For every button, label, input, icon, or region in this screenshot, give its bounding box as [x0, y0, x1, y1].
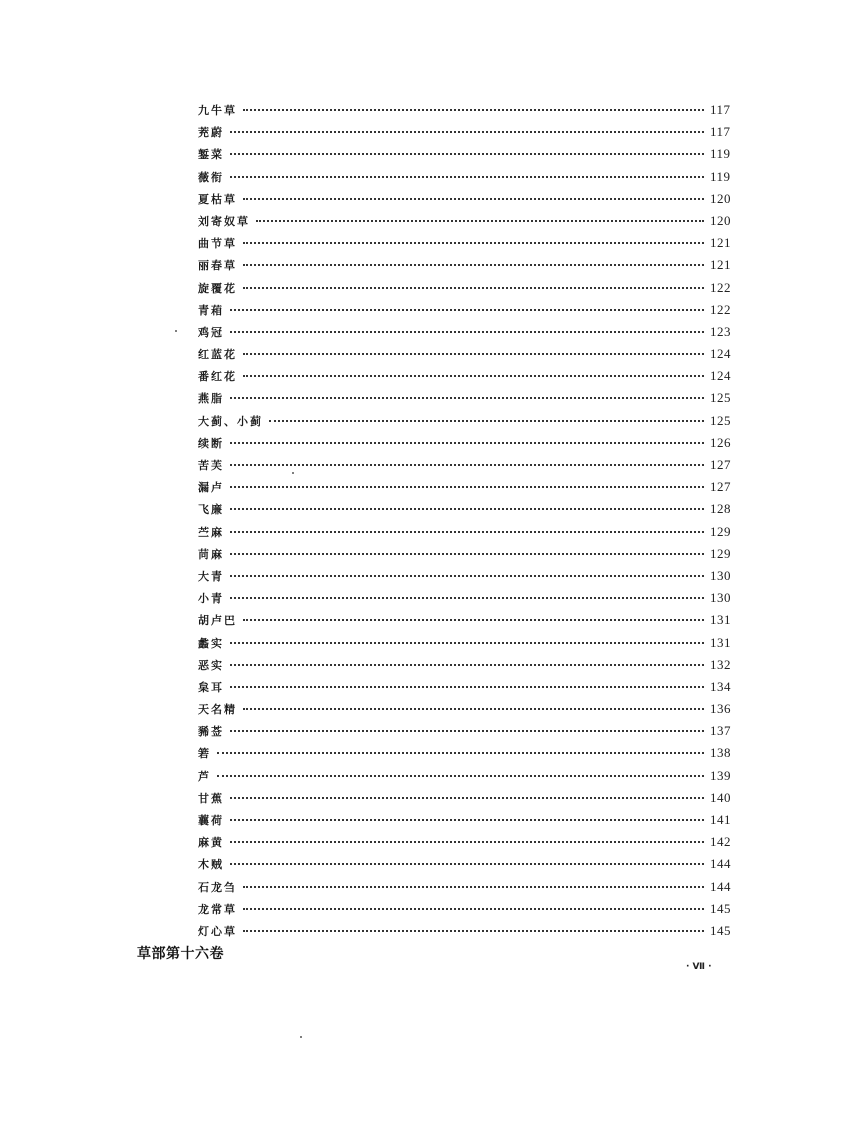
dot-leader — [230, 797, 704, 799]
toc-entry — [198, 543, 738, 565]
entry-page: 125 — [710, 412, 731, 428]
table-of-contents — [198, 99, 738, 942]
entry-page: 124 — [710, 346, 731, 362]
dot-leader — [230, 553, 704, 555]
toc-entry — [198, 454, 738, 476]
entry-page: 127 — [710, 479, 731, 495]
entry-name: 石龙刍 — [198, 880, 237, 894]
toc-entry — [198, 876, 738, 898]
entry-page: 131 — [710, 634, 731, 650]
entry-page: 124 — [710, 368, 731, 384]
toc-entry — [198, 853, 738, 875]
dot-leader — [230, 464, 704, 466]
entry-page: 127 — [710, 457, 731, 472]
entry-page: 119 — [710, 146, 731, 162]
entry-name: 木贼 — [198, 858, 224, 872]
toc-entry — [198, 387, 738, 409]
dot-leader — [243, 287, 704, 289]
toc-entry — [198, 188, 738, 210]
dot-leader — [230, 841, 704, 843]
entry-name: 续断 — [198, 436, 224, 450]
dot-leader — [243, 109, 704, 111]
entry-page: 121 — [710, 235, 731, 251]
entry-name: 恶实 — [198, 658, 224, 672]
toc-entry — [198, 898, 738, 920]
toc-entry — [198, 277, 738, 299]
page-folio: · Ⅶ · — [686, 962, 712, 972]
section-heading: 草部第十六卷 — [137, 946, 224, 962]
entry-name: 豨莶 — [198, 725, 224, 739]
entry-page: 139 — [710, 767, 731, 783]
toc-entry — [198, 654, 738, 676]
entry-page: 145 — [710, 922, 731, 938]
entry-page: 130 — [710, 567, 731, 583]
entry-page: 137 — [710, 723, 731, 739]
entry-name: 灯心草 — [198, 924, 237, 938]
scan-speck — [300, 1036, 302, 1038]
entry-page: 130 — [710, 590, 731, 606]
dot-leader — [230, 730, 704, 732]
entry-page: 144 — [710, 878, 731, 894]
entry-name: 茺蔚 — [198, 126, 224, 140]
toc-entry — [198, 476, 738, 498]
entry-page: 131 — [710, 612, 731, 628]
entry-name: 大蓟、小蓟 — [198, 414, 263, 428]
entry-name: 甘蕉 — [198, 791, 224, 805]
entry-name: 小青 — [198, 592, 224, 606]
dot-leader — [230, 531, 704, 533]
dot-leader — [230, 686, 704, 688]
scan-speck — [175, 330, 177, 332]
entry-name: 蠡实 — [198, 636, 224, 650]
entry-page: 122 — [710, 279, 731, 295]
dot-leader — [230, 664, 704, 666]
dot-leader — [230, 508, 704, 510]
entry-name: 燕脂 — [198, 392, 224, 406]
toc-entry — [198, 698, 738, 720]
entry-page: 138 — [710, 745, 731, 761]
entry-name: 苎麻 — [198, 525, 224, 539]
entry-page: 121 — [710, 257, 731, 273]
entry-page: 129 — [710, 545, 731, 561]
entry-page: 141 — [710, 812, 731, 827]
entry-name: 薇衔 — [198, 170, 224, 184]
dot-leader — [243, 619, 704, 621]
entry-name: 麻黄 — [198, 836, 224, 850]
toc-entry — [198, 809, 738, 831]
entry-page: 129 — [710, 523, 731, 539]
dot-leader — [230, 153, 704, 155]
entry-name: 红蓝花 — [198, 348, 237, 362]
entry-page: 136 — [710, 701, 731, 717]
dot-leader — [243, 886, 704, 888]
entry-name: 飞廉 — [198, 503, 224, 517]
dot-leader — [230, 819, 704, 821]
toc-entry — [198, 166, 738, 188]
toc-entry — [198, 676, 738, 698]
entry-name: 芦 — [198, 769, 211, 783]
entry-name: 旋覆花 — [198, 281, 237, 295]
dot-leader — [230, 331, 704, 333]
entry-name: 鸡冠 — [198, 325, 224, 339]
toc-entry — [198, 210, 738, 232]
entry-page: 128 — [710, 501, 731, 517]
dot-leader — [217, 752, 704, 754]
dot-leader — [243, 264, 704, 266]
dot-leader — [256, 220, 704, 222]
entry-page: 126 — [710, 434, 731, 450]
entry-name: 蘘荷 — [198, 814, 224, 827]
toc-entry — [198, 632, 738, 654]
entry-page: 142 — [710, 834, 731, 850]
dot-leader — [230, 131, 704, 133]
toc-entry — [198, 609, 738, 631]
entry-name: 箬 — [198, 747, 211, 761]
dot-leader — [230, 642, 704, 644]
entry-name: 刘寄奴草 — [198, 214, 250, 228]
entry-page: 122 — [710, 301, 731, 317]
dot-leader — [243, 708, 704, 710]
toc-entry — [198, 498, 738, 520]
dot-leader — [243, 353, 704, 355]
entry-page: 119 — [710, 168, 731, 184]
entry-page: 123 — [710, 323, 731, 339]
entry-page: 117 — [710, 102, 731, 117]
entry-name: 苦芙 — [198, 459, 224, 472]
toc-entry — [198, 232, 738, 254]
dot-leader — [243, 242, 704, 244]
toc-entry — [198, 410, 738, 432]
toc-entry — [198, 587, 738, 609]
dot-leader — [230, 863, 704, 865]
entry-page: 134 — [710, 678, 731, 694]
toc-entry — [198, 143, 738, 165]
toc-entry — [198, 920, 738, 942]
dot-leader — [217, 775, 704, 777]
dot-leader — [269, 420, 704, 422]
toc-entry — [198, 121, 738, 143]
entry-page: 120 — [710, 212, 731, 228]
dot-leader — [243, 375, 704, 377]
entry-page: 132 — [710, 656, 731, 672]
entry-page: 117 — [710, 124, 731, 140]
dot-leader — [243, 198, 704, 200]
dot-leader — [230, 575, 704, 577]
entry-name: 番红花 — [198, 370, 237, 384]
entry-name: 夏枯草 — [198, 192, 237, 206]
dot-leader — [230, 597, 704, 599]
entry-name: 枲耳 — [198, 680, 224, 694]
toc-entry — [198, 742, 738, 764]
entry-name: 青葙 — [198, 303, 224, 317]
entry-page: 140 — [710, 789, 731, 805]
scan-speck — [292, 472, 294, 474]
toc-entry — [198, 299, 738, 321]
entry-page: 125 — [710, 390, 731, 406]
entry-page: 145 — [710, 900, 731, 916]
dot-leader — [230, 176, 704, 178]
dot-leader — [230, 486, 704, 488]
toc-entry — [198, 765, 738, 787]
toc-entry — [198, 831, 738, 853]
dot-leader — [243, 930, 704, 932]
toc-entry — [198, 720, 738, 742]
toc-entry — [198, 254, 738, 276]
toc-entry — [198, 99, 738, 121]
toc-entry — [198, 343, 738, 365]
entry-name: 丽春草 — [198, 259, 237, 273]
toc-entry — [198, 521, 738, 543]
entry-name: 大青 — [198, 569, 224, 583]
entry-name: 漏卢 — [198, 481, 224, 495]
entry-name: 苘麻 — [198, 547, 224, 561]
entry-name: 九牛草 — [198, 104, 237, 117]
entry-page: 120 — [710, 190, 731, 206]
entry-page: 144 — [710, 856, 731, 872]
toc-entry — [198, 787, 738, 809]
toc-entry — [198, 365, 738, 387]
dot-leader — [230, 309, 704, 311]
entry-name: 曲节草 — [198, 237, 237, 251]
toc-entry — [198, 432, 738, 454]
entry-name: 胡卢巴 — [198, 614, 237, 628]
dot-leader — [243, 908, 704, 910]
entry-name: 龙常草 — [198, 902, 237, 916]
toc-entry — [198, 565, 738, 587]
dot-leader — [230, 397, 704, 399]
toc-entry — [198, 321, 738, 343]
entry-name: 天名精 — [198, 703, 237, 717]
dot-leader — [230, 442, 704, 444]
entry-name: 錾菜 — [198, 148, 224, 162]
